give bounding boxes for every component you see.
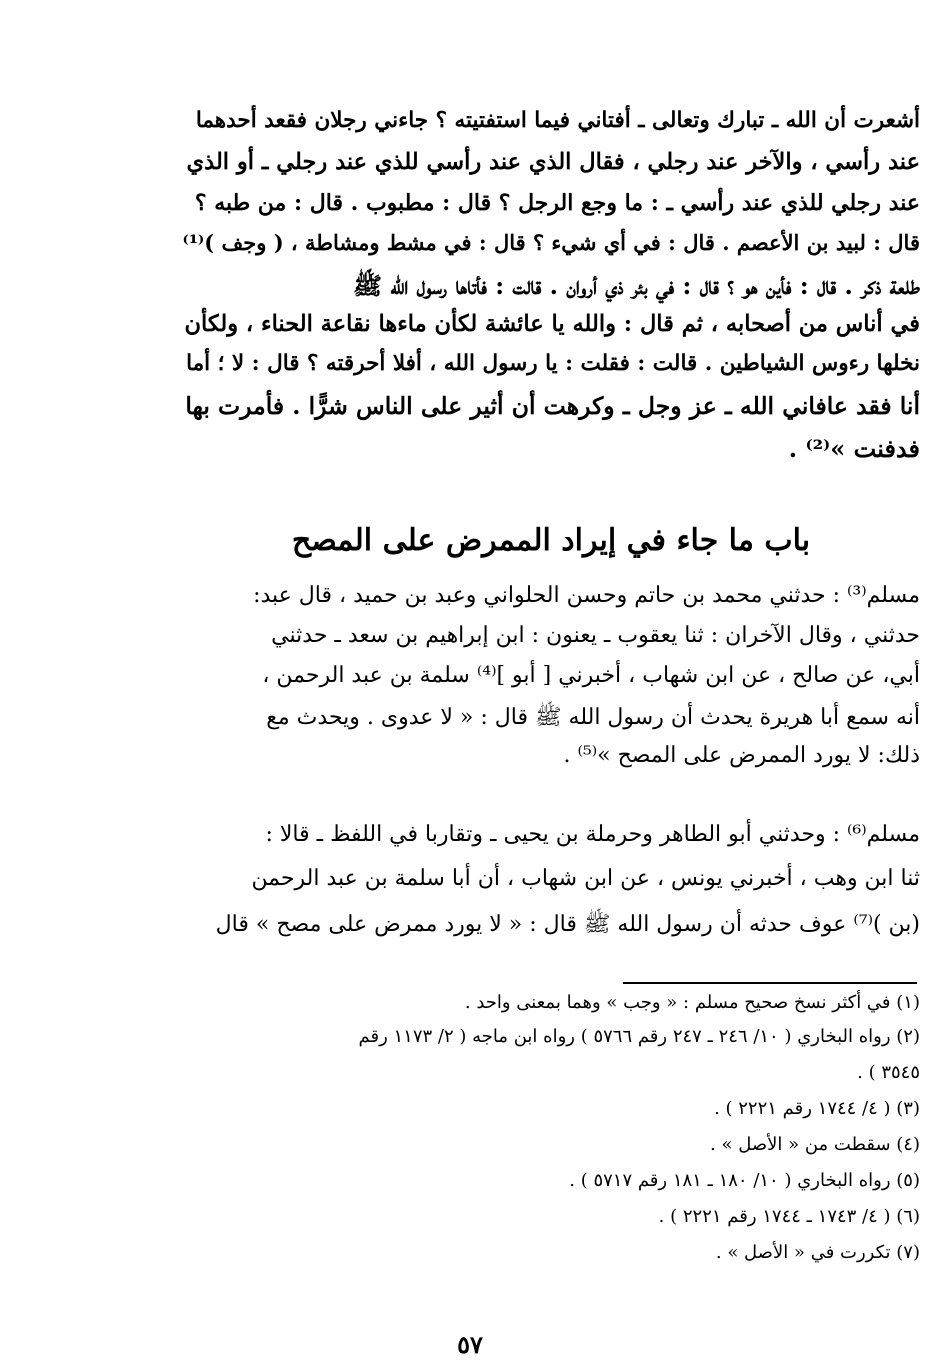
footnote: (٦) ( ٤/ ١٧٤٣ ـ ١٧٤٤ رقم ٢٢٢١ ) . <box>658 1206 920 1227</box>
text-line: عند رجلي للذي عند رأسي ـ : ما وجع الرجل ؟ قال : مطبوب . قال : من طبه ؟ <box>194 190 920 216</box>
text-line: (بن )⁽⁷⁾ عوف حدثه أن رسول الله ﷺ قال : « لا يورد ممرض على مصح » قال <box>215 912 920 937</box>
text-line: حدثني ، وقال الآخران : ثنا يعقوب ـ يعنون : ابن إبراهيم بن سعد ـ حدثني <box>271 623 920 648</box>
text-line: أنا فقد عافاني الله ـ عز وجل ـ وكرهت أن أثير على الناس شرًّا . فأمرت بها <box>185 392 920 420</box>
text-line: طلعة ذكر . قال : فأين هو ؟ قال : في بئر ذي أروان . قالت : فأتاها رسول الله ﷺ <box>352 271 920 300</box>
text-line: قال : لبيد بن الأعصم . قال : في أي شيء ؟ قال : في مشط ومشاطة ، ( وجف )⁽¹⁾ <box>182 230 920 255</box>
footnote: (٢) رواه البخاري ( ١٠/ ٢٤٦ ـ ٢٤٧ رقم ٥٧٦٦ ) رواه ابن ماجه ( ٢/ ١١٧٣ رقم <box>358 1026 920 1047</box>
footnote: (١) في أكثر نسخ صحيح مسلم : « وجب » وهما بمعنى واحد . <box>464 992 920 1013</box>
text-line: ثنا ابن وهب ، أخبرني يونس ، عن ابن شهاب ، أن أبا سلمة بن عبد الرحمن <box>251 866 920 891</box>
text-line: أبي، عن صالح ، عن ابن شهاب ، أخبرني [ أبو ]⁽⁴⁾ سلمة بن عبد الرحمن ، <box>262 663 920 688</box>
footnote: (٣) ( ٤/ ١٧٤٤ رقم ٢٢٢١ ) . <box>714 1098 920 1119</box>
footnote-separator <box>623 982 917 984</box>
text-line: نخلها رءوس الشياطين . قالت : فقلت : يا رسول الله ، أفلا أحرقته ؟ قال : لا ؛ أما <box>186 351 920 376</box>
text-line: ذلك: لا يورد الممرض على المصح »⁽⁵⁾ . <box>563 743 920 768</box>
text-line: في أناس من أصحابه ، ثم قال : والله يا عائشة لكأن ماءها نقاعة الحناء ، ولكأن <box>184 311 920 337</box>
page-number: ٥٧ <box>457 1330 483 1359</box>
section-heading: باب ما جاء في إيراد الممرض على المصح <box>291 523 811 558</box>
footnote: (٥) رواه البخاري ( ١٠/ ١٨٠ ـ ١٨١ رقم ٥٧١٧ ) . <box>569 1170 920 1191</box>
footnote: ٣٥٤٥ ) . <box>857 1062 920 1083</box>
text-line: عند رأسي ، والآخر عند رجلي ، فقال الذي عند رأسي للذي عند رجلي ـ أو الذي <box>186 149 920 175</box>
text-line: أنه سمع أبا هريرة يحدث أن رسول الله ﷺ قال : « لا عدوى . ويحدث مع <box>266 705 920 730</box>
footnote: (٧) تكررت في « الأصل » . <box>715 1242 920 1263</box>
text-line: فدفنت »⁽²⁾ . <box>788 434 920 463</box>
text-line: مسلم⁽⁶⁾ : وحدثني أبو الطاهر وحرملة بن يحيى ـ وتقاربا في اللفظ ـ قالا : <box>265 822 920 847</box>
footnote: (٤) سقطت من « الأصل » . <box>710 1134 920 1155</box>
text-line: مسلم⁽³⁾ : حدثني محمد بن حاتم وحسن الحلواني وعبد بن حميد ، قال عبد: <box>253 583 920 608</box>
text-line: أشعرت أن الله ـ تبارك وتعالى ـ أفتاني فيما استفتيته ؟ جاءني رجلان فقعد أحدهما <box>195 108 920 133</box>
